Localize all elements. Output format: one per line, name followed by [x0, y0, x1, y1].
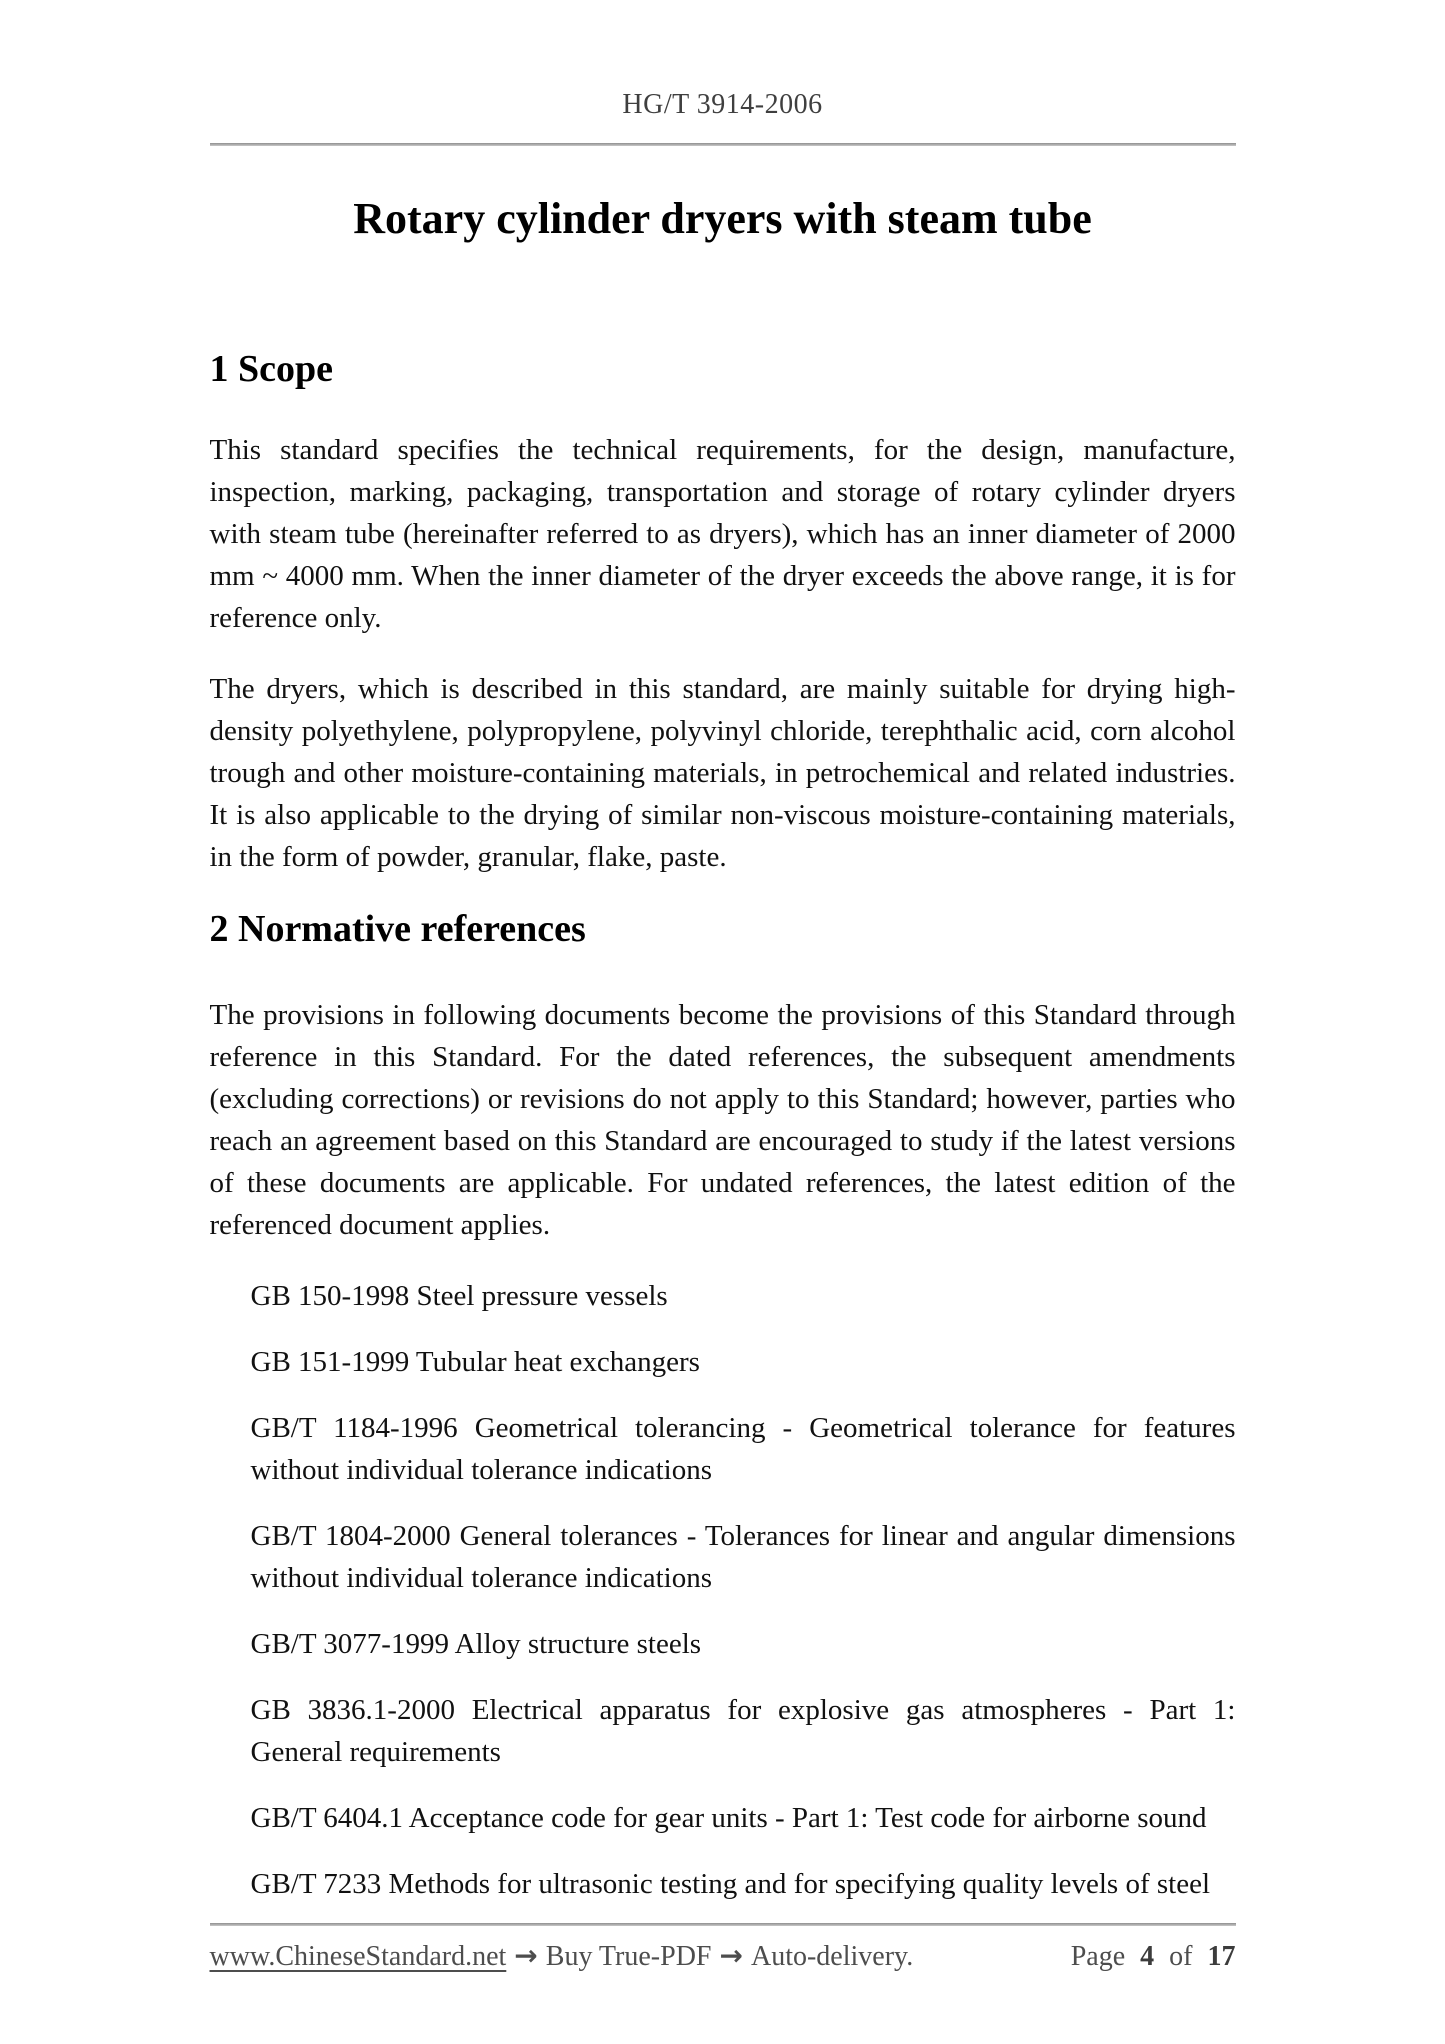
page-indicator [1071, 1941, 1236, 1973]
reference-item: GB/T 1184-1996 Geometrical tolerancing - Geometrical tolerance for features without individual tolerance indications [250, 1412, 1236, 1487]
scope-paragraph-2: The dryers, which is described in this standard, are mainly suitable for drying high-density polyethylene, polypropylene, polyvinyl chloride, terephthalic acid, corn alcohol trough and other moisture-containing materials, in petrochemical and related industries. It is also applicable to the drying of similar non-viscous moisture-containing materials, in the form of powder, granular, flake, paste. [209, 672, 1236, 873]
document-title: Rotary cylinder dryers with steam tube [353, 193, 1092, 243]
reference-item: GB/T 7233 Methods for ultrasonic testing and for specifying quality levels of steel [250, 1868, 1211, 1901]
arrow-right-icon: → [514, 1939, 538, 1973]
footer-rule [210, 1923, 1236, 1926]
arrow-right-icon: → [719, 1939, 743, 1973]
reference-item: GB 151-1999 Tubular heat exchangers [250, 1346, 700, 1379]
footer-site-link[interactable]: www.ChineseStandard.net [209, 1941, 507, 1973]
reference-item: GB/T 6404.1 Acceptance code for gear units - Part 1: Test code for airborne sound [250, 1802, 1207, 1835]
content-column [210, 88, 1236, 1973]
scope-paragraph-1: This standard specifies the technical requirements, for the design, manufacture, inspection, marking, packaging, transportation and storage of rotary cylinder dryers with steam tube (hereinafter referred to as dryers), which has an inner diameter of 2000 mm ~ 4000 mm. When the inner diameter of the dryer exceeds the above range, it is for reference only. [209, 433, 1236, 634]
header-doc-number: HG/T 3914-2006 [622, 89, 823, 120]
section-heading-normative-references: 2 Normative references [209, 907, 586, 950]
reference-item: GB 150-1998 Steel pressure vessels [250, 1280, 668, 1313]
header-rule [210, 143, 1236, 146]
reference-item: GB/T 1804-2000 General tolerances - Tolerances for linear and angular dimensions without individual tolerance indications [250, 1520, 1236, 1595]
of-label: of [1169, 1941, 1193, 1973]
page-footer [210, 1939, 1236, 1973]
footer-delivery-label: Auto-delivery. [750, 1941, 914, 1973]
reference-item: GB/T 3077-1999 Alloy structure steels [250, 1628, 702, 1661]
footer-left [210, 1939, 914, 1973]
page-label: Page [1070, 1941, 1126, 1973]
section-heading-scope: 1 Scope [209, 348, 333, 391]
normative-intro-paragraph: The provisions in following documents become the provisions of this Standard through reference in this Standard. For the dated references, the subsequent amendments (excluding corrections) or revisions do not apply to this Standard; however, parties who reach an agreement based on this Standard are encouraged to study if the latest versions of these documents are applicable. For undated references, the latest edition of the referenced document applies. [209, 999, 1236, 1242]
footer-buy-label: Buy True-PDF [545, 1941, 712, 1973]
page-current-number: 4 [1140, 1941, 1155, 1973]
reference-item: GB 3836.1-2000 Electrical apparatus for explosive gas atmospheres - Part 1: General requirements [250, 1694, 1236, 1769]
references-list [251, 1275, 1236, 1905]
page-total-number: 17 [1207, 1941, 1236, 1973]
